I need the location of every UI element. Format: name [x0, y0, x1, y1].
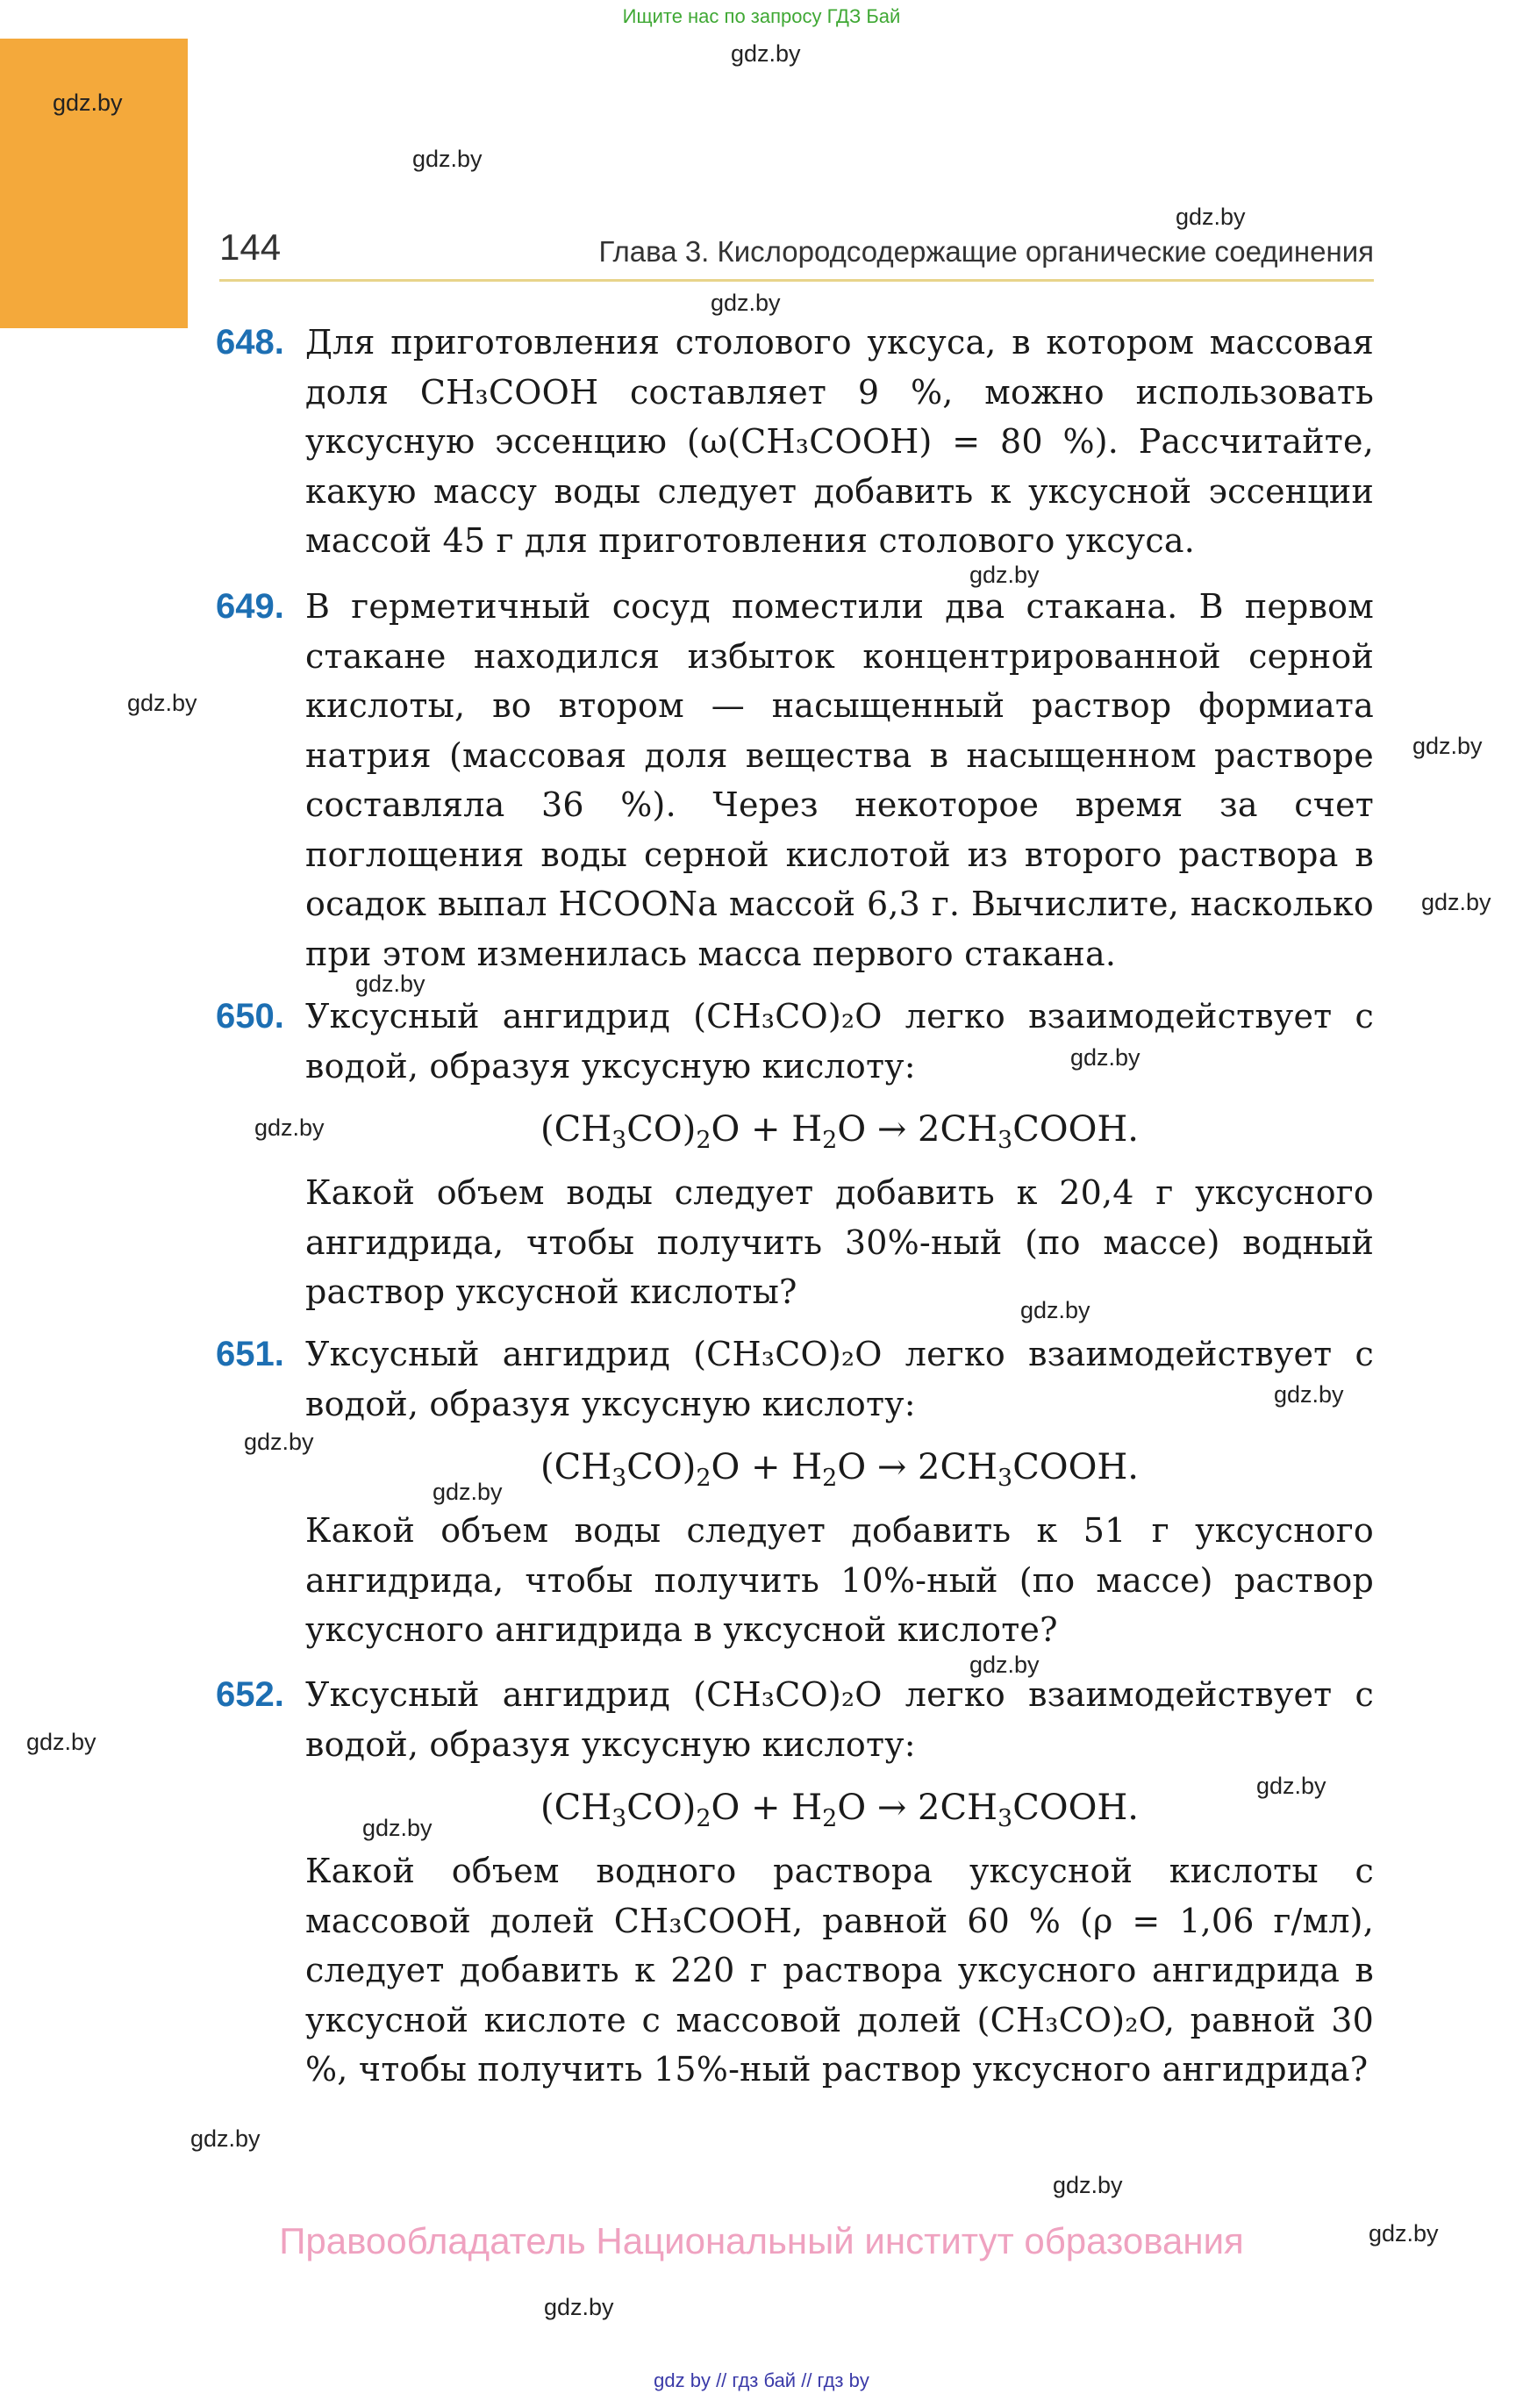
watermark: gdz.by — [731, 40, 801, 67]
watermark: gdz.by — [244, 1429, 314, 1455]
chapter-title: Глава 3. Кислородсодержащие органические соединения — [598, 235, 1374, 268]
watermark: gdz.by — [254, 1114, 325, 1141]
watermark: gdz.by — [26, 1729, 97, 1755]
problem-652 — [216, 1670, 1374, 2095]
reaction-equation: $(CH_3CO)_2O + H_2O$ → $2CH_3COOH$. — [540, 1788, 1139, 1832]
problem-text: Для приготовления столового уксуса, в котором массовая доля CH₃COOH составляет 9 %, можно использовать уксусную эссенцию (ω(CH₃COOH) = 80 %). Рассчитайте, какую массу воды следует добавить к уксусной эссенции массой 45 г для приготовления столового уксуса. — [305, 323, 1374, 560]
watermark: gdz.by — [1070, 1044, 1140, 1071]
watermark: gdz.by — [362, 1815, 433, 1841]
problem-648 — [216, 318, 1374, 566]
top-banner: Ищите нас по запросу ГДЗ Бай — [622, 5, 901, 27]
problem-number: 649. — [216, 587, 284, 626]
watermark: gdz.by — [969, 1652, 1040, 1678]
problem-question: Какой объем воды следует добавить к 51 г уксусного ангидрида, чтобы получить 10%-ный (по массе) раствор уксусного ангидрида в уксусной кислоте? — [305, 1511, 1374, 1649]
watermark: gdz.by — [969, 562, 1040, 588]
watermark: gdz.by — [1412, 733, 1483, 759]
problem-text: В герметичный сосуд поместили два стакана. В первом стакане находился избыток концентрированной серной кислоты, во втором — насыщенный раствор формиата натрия (массовая доля вещества в насыщенном растворе составляла 36 %). Через некоторое время за счет поглощения воды серной кислотой из второго раствора в осадок выпал HCOONa массой 6,3 г. Вычислите, насколько при этом изменилась масса первого стакана. — [305, 587, 1374, 973]
watermark: gdz.by — [1256, 1773, 1326, 1799]
reaction-equation: $(CH_3CO)_2O + H_2O$ → $2CH_3COOH$. — [540, 1109, 1139, 1154]
problem-649 — [216, 582, 1374, 978]
watermark: gdz.by — [355, 971, 425, 997]
problem-text: Уксусный ангидрид (CH₃CO)₂O легко взаимодействует с водой, образуя уксусную кислоту: — [305, 1335, 1374, 1423]
problem-text: Уксусный ангидрид (CH₃CO)₂O легко взаимодействует с водой, образуя уксусную кислоту: — [305, 1675, 1374, 1764]
watermark: gdz.by — [1176, 204, 1246, 230]
bottom-links[interactable]: gdz by // гдз бай // гдз by — [654, 2369, 869, 2391]
chapter-color-tab — [0, 39, 188, 328]
problem-number: 652. — [216, 1675, 284, 1714]
watermark: gdz.by — [1053, 2172, 1123, 2198]
watermark: gdz.by — [433, 1479, 503, 1505]
watermark: gdz.by — [1274, 1381, 1344, 1408]
problem-question: Какой объем водного раствора уксусной кислоты с массовой долей CH₃COOH, равной 60 % (ρ = 1,06 г/мл), следует добавить к 220 г раствора уксусного ангидрида в уксусной кислоте с массовой долей (CH₃CO)₂O, равной 30 %, чтобы получить 15%-ный раствор уксусного ангидрида? — [305, 1852, 1374, 2089]
copyright-footer: Правообладатель Национальный институт образования — [279, 2220, 1244, 2261]
problem-number: 651. — [216, 1335, 284, 1373]
watermark: gdz.by — [1421, 889, 1491, 915]
watermark: gdz.by — [711, 290, 781, 316]
problem-650 — [216, 992, 1374, 1317]
watermark: gdz.by — [1020, 1297, 1090, 1323]
problem-question: Какой объем воды следует добавить к 20,4 г уксусного ангидрида, чтобы получить 30%-ный (по массе) водный раствор уксусной кислоты? — [305, 1173, 1374, 1311]
watermark: gdz.by — [544, 2294, 614, 2320]
page-number: 144 — [219, 226, 282, 268]
watermark: gdz.by — [127, 690, 197, 716]
watermark: gdz.by — [53, 90, 123, 116]
problem-number: 648. — [216, 323, 284, 362]
watermark: gdz.by — [412, 146, 483, 172]
reaction-equation: $(CH_3CO)_2O + H_2O$ → $2CH_3COOH$. — [540, 1447, 1139, 1492]
header-divider — [219, 279, 1374, 282]
watermark: gdz.by — [190, 2125, 261, 2152]
watermark: gdz.by — [1369, 2220, 1439, 2247]
problem-number: 650. — [216, 997, 284, 1036]
problem-text: Уксусный ангидрид (CH₃CO)₂O легко взаимодействует с водой, образуя уксусную кислоту: — [305, 997, 1374, 1086]
problem-651 — [216, 1329, 1374, 1655]
